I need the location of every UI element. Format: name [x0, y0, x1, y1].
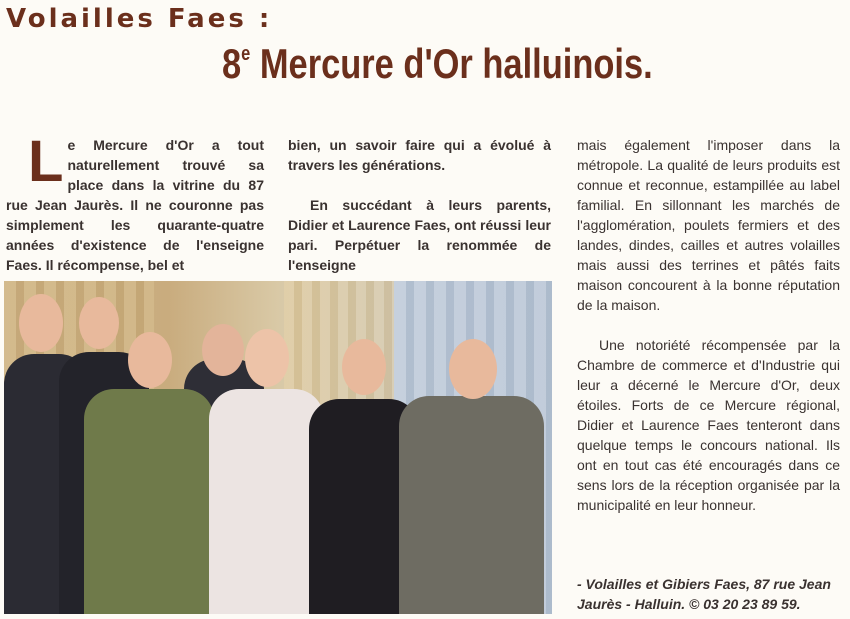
photo-person-4: [84, 332, 214, 614]
drop-cap: L: [28, 129, 64, 194]
paragraph-intro: e Mercure d'Or a tout naturellement trouvé sa place dans la vitrine du 87 rue Jean Jaurès. Il ne couronne pas simplement les quarante-quatre années d'existence de l'enseigne Faes. Il récompense, bel et: [6, 137, 264, 273]
paragraph-continued: bien, un savoir faire qui a évolué à travers les générations.: [288, 137, 551, 173]
paragraph-quality: mais également l'imposer dans la métropole. La qualité de leurs produits est connue et reconnue, estampillée au label familial. En sillonnant les marchés de l'agglomération, poulets fermiers et des landes, dindes, cailles et autres volailles mais aussi des terrines et pâtés faits maison concourent à la bonne réputation de la maison.: [577, 137, 840, 313]
photo-person-7: [399, 339, 544, 614]
column-1: [6, 129, 264, 275]
paragraph-succession: En succédant à leurs parents, Didier et Laurence Faes, ont réussi leur pari. Perpétuer la renommée de l'enseigne: [288, 197, 551, 273]
column-2: [288, 135, 551, 275]
headline-text: Mercure d'Or halluinois.: [250, 40, 653, 87]
column-3: [577, 135, 840, 515]
paragraph-award: Une notoriété récompensée par la Chambre de commerce et d'Industrie qui leur a décerné le Mercure d'Or, deux étoiles. Forts de ce Mercure régional, Didier et Laurence Faes tenteront dans quelque temps le concours national. Ils ont en tout cas été encouragés dans ce sens lors de la réception organisée par la municipalité en leur honneur.: [577, 337, 840, 513]
headline-number: 8: [222, 40, 242, 87]
kicker-title: Volailles Faes :: [6, 4, 273, 34]
headline-ordinal: e: [241, 43, 251, 65]
photo-person-5: [209, 329, 324, 614]
photo-caption: - Volailles et Gibiers Faes, 87 rue Jean Jaurès - Halluin. © 03 20 23 89 59.: [577, 576, 831, 612]
group-photo: [4, 281, 552, 614]
headline: [222, 40, 653, 88]
